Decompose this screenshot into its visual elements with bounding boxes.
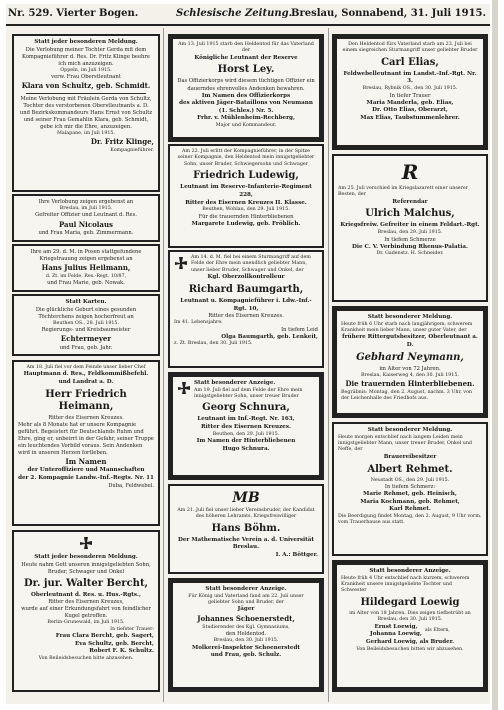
- ad-signature: Frhr. v. Mühlenheim-Rechberg,: [197, 115, 295, 122]
- column-rule: [328, 28, 329, 702]
- ad-engagement-schultz: [12, 34, 160, 192]
- ad-text: Am 21. Juli fiel unser lieber Vereinsbruder, der Kandidat des höheren Lehramts, Kriegsfreiwilliger: [177, 507, 315, 520]
- ad-heading: Statt besonderer Anzeige.: [369, 568, 451, 574]
- ad-title: Major und Kommandeur.: [215, 122, 277, 128]
- ad-signature: Dr. Otto Elias, Oberarzt,: [372, 107, 448, 114]
- ad-intro-row: [177, 380, 315, 400]
- ad-place-date: Neustadt OS., den 29. Juli 1915.: [370, 477, 450, 483]
- ad-text: In tiefer Trauer: [389, 92, 431, 99]
- ad-wedding-heilmann: [12, 244, 160, 292]
- ad-birth-echtermeyer: [12, 294, 160, 356]
- ad-text: Den Heldentod fürs Vaterland starb am 23. Juli bei einem siegreichen Sturmangriff unser geliebter Bruder: [342, 42, 478, 54]
- ad-signature: Duba, Feldwebel.: [108, 482, 154, 489]
- ad-text: Für König und Vaterland fand am 22. Juli unser geliebter Sohn und Bruder, der: [188, 593, 304, 606]
- ad-title: Ritter des Eisernen Kreuzes.: [201, 424, 291, 431]
- ad-place-date: z. Zt. Breslau, den 30. Juli 1915.: [174, 341, 253, 347]
- ad-text: Ihre am 29. d. M. in Posen stattgefundene Kriegstrauung zeigen ergebenst an: [30, 249, 142, 263]
- ad-text: Von Beileidsbesuchen bitten wir abzusehen.: [356, 646, 464, 652]
- ad-heading: Statt besonderer Anzeige.: [205, 586, 287, 592]
- ad-text: d. Zt. im Felde, Res.-Regt. 10/87,: [45, 273, 127, 279]
- ad-obituary-malchus: [332, 154, 488, 302]
- issue-number: Nr. 529. Vierter Bogen.: [8, 8, 139, 19]
- ad-title: Kgl. Oberzollkontrolleur: [207, 274, 285, 281]
- ad-name: Johannes Schoenerstedt,: [197, 614, 295, 624]
- ad-title: Leutnant u. Kompagnieführer i. Ldw.-Inf.-Rgt. 10,: [180, 297, 312, 312]
- ad-text: und Frau, geb. Jahr.: [59, 344, 113, 351]
- ad-place-date: Beuthen OS., 28. Juli 1915.: [52, 320, 120, 326]
- ad-place-date: Berlin-Grunewald, im Juli 1915.: [47, 620, 125, 626]
- ad-title: Oberleutnant d. Res. u. Hus.-Rgts.,: [31, 591, 141, 598]
- ad-text: Mehr als 8 Monate hat er unsere Kompagnie geführt. Begeistert für Deutschlands Ruhm und Ehre, ging er, unbeirrt in der Gefahr, seiner Truppe ein leuchtendes Vorbild voraus. Sein Andenken wird in unseren Herzen fortleben.: [18, 421, 154, 456]
- ad-signature: Dr. Gadenstz. H. Schneider.: [376, 251, 444, 257]
- ad-intro-text: [194, 380, 315, 400]
- ad-obituary-ley: [168, 34, 324, 142]
- ad-heading: Statt Karten.: [65, 299, 107, 305]
- divider: [26, 93, 146, 94]
- fraternity-monogram: MB: [232, 490, 260, 506]
- ad-title: Referendar: [392, 198, 428, 205]
- ad-obituary-boehm: [168, 484, 324, 574]
- ad-text: Die Verlobung meiner Tochter Gerda mit dem Kompagnieführer d. Res. Dr. Fritz Klinge beehre ich mich anzuzeigen.: [22, 46, 150, 67]
- ad-text: Heute früh 6 Uhr starb nach langjährigem, schwerem Krankheit mein lieber Mann, unser guter Vater, der: [341, 321, 473, 334]
- ad-text: und Frau Marie, geb. Nowak.: [47, 280, 125, 287]
- ad-name: Paul Nicolaus: [58, 219, 113, 229]
- newspaper-page: [6, 4, 490, 704]
- ad-text: Die Beerdigung findet Montag, den 2. August, 9 Uhr vorm. vom Trauerhause aus statt.: [338, 513, 482, 526]
- ad-title: Brauereibesitzer: [383, 453, 437, 460]
- ad-text: wurde auf einer Erkundungsfahrt von feindlicher Kugel getroffen.: [21, 606, 151, 620]
- ad-heading: Statt jeder besonderen Meldung.: [34, 39, 138, 45]
- ad-obituary-schoenerstedt: [168, 578, 324, 692]
- ad-text: Im Namen des Offizierkorps: [201, 92, 291, 99]
- ad-text: Begräbnis: Montag, den 2. August, nachm. 3 Uhr, von der Leichenhalle des Friedhofs aus.: [341, 389, 472, 402]
- ad-text: den Heldentod.: [225, 631, 267, 638]
- ad-text: Regierungs- und Kreisbaumeister: [41, 327, 131, 334]
- ad-text: Studierender des Kgl. Gymnasiums,: [202, 624, 290, 630]
- ad-text: In tiefem Schmerz:: [384, 483, 436, 490]
- ad-text: Im Namen der Hinterbliebenen: [196, 438, 296, 445]
- ad-text: verw. Frau Oberstleutnant: [51, 74, 121, 81]
- ad-text: im Alter von 72 Jahren.: [379, 365, 441, 372]
- ad-engagement-nicolaus: [12, 194, 160, 242]
- ad-intro-row: [174, 255, 318, 274]
- ad-obituary-elias: [332, 34, 488, 150]
- ad-text: Am 14. d. M. fiel bei einem Sturmangriff auf dem Felde der Ehre mein unendlich geliebter Mann, unser lieber Bruder, Schwager und Onkel, der: [191, 255, 311, 273]
- ad-heading: Statt jeder besonderen Meldung.: [34, 554, 138, 561]
- ad-name: Echtermeyer: [60, 334, 112, 344]
- ad-signature: Die C. V. Verbindung Rhenus-Palatia.: [352, 243, 468, 250]
- ad-text: Die glückliche Geburt eines gesunden Töchterchens zeigen hocherfreut an: [35, 306, 137, 320]
- ad-name: Gebhard Neymann,: [356, 351, 464, 363]
- ad-place-date: Beuthen, Wohlau, den 29. Juli 1915.: [202, 207, 290, 213]
- ad-name: Richard Baumgarth,: [188, 283, 304, 295]
- ad-title: Jäger: [237, 606, 255, 613]
- ad-text: (1. Schles.) Nr. 5.: [218, 107, 274, 114]
- ad-text: Heute früh 4 Uhr entschlief nach kurzem, schwerem Krankheit unsere innigstgeliebte Tochter und Schwester: [341, 575, 470, 594]
- ad-signature: Karl Rehmet.: [389, 506, 431, 513]
- ad-signature: I. A.: Böttger.: [275, 551, 318, 558]
- ad-title: Kriegsfreiw. Gefreiter in einem Feldart.-Rgt.: [340, 222, 480, 229]
- ad-obituary-baumgarth: [168, 250, 324, 368]
- ad-name: Carl Elias,: [381, 56, 439, 68]
- ad-place-date: Oppeln, im Juli 1915.: [60, 67, 112, 73]
- ad-place-date: Breslau, den 30. Juli 1915.: [377, 617, 443, 623]
- ad-name: Ulrich Malchus,: [365, 208, 455, 220]
- ad-signature: Die trauernden Hinterbliebenen.: [345, 379, 475, 389]
- ad-text: Am 25. Juli verschied im Kriegslazarett einer unserer Besten, der: [338, 186, 469, 198]
- ad-text: In tiefster Trauer:: [110, 626, 154, 632]
- ad-heading: Statt besonderer Meldung.: [367, 427, 453, 433]
- ad-text: Am 18. Juli fiel vor dem Feinde unser lieber Chef: [26, 365, 146, 370]
- iron-cross-icon: [177, 382, 191, 396]
- ad-text: Ritter des Eisernen Kreuzes.: [48, 414, 124, 421]
- ad-text: Meine Verlobung mit Fräulein Gerda von Schultz, Tochter des verstorbenen Oberstleutnants a. D. und Bezirkskommandeurs Hans Ernst von Schultz und seiner Frau Gemahlin Klara, geb. Schmidt, gebe ich mir die Ehre, anzuzeigen.: [19, 95, 153, 130]
- ad-name: Dr. jur. Walter Bercht,: [23, 577, 149, 589]
- ad-signature: Maria Kochmann, geb. Rehmet,: [360, 498, 460, 505]
- scan-edge: [492, 0, 498, 710]
- ad-text: im Alter von 18 Jahren. Dies zeigen tiefbetrübt an: [349, 610, 471, 616]
- ad-signature: Max Elias, Taubstummenlehrer.: [360, 114, 460, 121]
- ad-obituary-neymann: [332, 306, 488, 418]
- ad-signature: Olga Baumgarth, geb. Lenkeit,: [221, 333, 318, 340]
- ad-name: Dr. Fritz Klinge,: [90, 137, 154, 147]
- masthead: [6, 4, 490, 26]
- ad-name: Hildegard Loewig: [360, 596, 460, 608]
- issue-date: Breslau, Sonnabend, 31. Juli 1915.: [291, 8, 486, 19]
- ad-obituary-bercht: [12, 530, 160, 692]
- ad-title: Leutnant im Reserve-Infanterie-Regiment 228,: [180, 184, 312, 198]
- ad-place-date: Malapane, im Juli 1915.: [56, 130, 116, 136]
- iron-cross-icon: [174, 257, 188, 271]
- ad-obituary-ludewig: [168, 144, 324, 248]
- fraternity-monogram: R: [401, 160, 419, 184]
- ad-text: Für die trauernden Hinterbliebenen: [198, 213, 294, 220]
- ad-signature: Maria Manderla, geb. Elias,: [366, 99, 454, 106]
- ad-text: Im 41. Lebensjahre.: [174, 320, 223, 326]
- ad-signature: Johanna Loewig,: [370, 631, 422, 638]
- ad-text: als Eltern,: [424, 628, 450, 634]
- ad-text: Ihre Verlobung zeigen ergebenst an: [38, 199, 134, 205]
- ad-text: des aktiven Jäger-Bataillons von Neumann: [179, 100, 313, 107]
- ad-title: Kompagnieführer.: [110, 148, 154, 154]
- ad-title: frühere Rittergutsbesitzer, Oberleutnant a. D.: [342, 334, 478, 349]
- ad-obituary-heimann: [12, 360, 160, 526]
- ad-text: Der Mathematische Verein a. d. Universität Breslau.: [178, 536, 314, 551]
- ad-signature: Margarete Ludewig, geb. Fröhlich.: [191, 220, 301, 227]
- ad-text: Am 19. Juli fiel auf dem Felde der Ehre mein innigstgeliebter Sohn, unser treuer Bruder: [194, 387, 303, 400]
- ad-title: Königliche Leutnant der Reserve: [194, 54, 298, 61]
- ad-signature: Molkerei-Inspektor Schoenerstedt: [192, 644, 300, 651]
- ad-heading: Statt besonderer Anzeige.: [194, 380, 276, 386]
- ad-name: Frau Clara Bercht, geb. Sagert,: [55, 633, 154, 640]
- ad-signature: Gerhard Loewig, als Bruder.: [365, 638, 455, 645]
- ad-place-date: Beuthen, den 29. Juli 1915.: [212, 431, 280, 437]
- ad-text: Ritter des Eisernen Kreuzes.: [208, 313, 284, 320]
- ad-text: In tiefem Schmerze: [384, 236, 436, 243]
- ad-text: Heute nahm Gott unseren innigstgeliebten Sohn, Bruder, Schwager und Onkel: [21, 561, 151, 575]
- ad-text: Am 22. Juli erlitt der Kompagnieführer, in der Spitze seiner Kompagnie, den Heldentod mein innigstgeliebter Sohn, unser Bruder, Schwiegersohn und Schwager: [177, 149, 315, 167]
- iron-cross-icon: [79, 537, 93, 551]
- ad-place-date: Breslau, den 30. Juli 1915.: [213, 638, 279, 644]
- ad-text: und Frau Maria, geb. Zimmermann.: [38, 230, 134, 237]
- ad-title: Ritter des Eisernen Kreuzes II. Klasse.: [185, 199, 307, 206]
- ad-obituary-schnura: [168, 372, 324, 480]
- ad-name: Klara von Schultz, geb. Schmidt.: [21, 81, 151, 91]
- ad-name: Hans Julius Heilmann,: [41, 263, 131, 273]
- ad-text: In tiefem Leid: [281, 326, 318, 333]
- ad-name: Hans Böhm.: [211, 522, 281, 534]
- ad-signature: Ernst Loewig,: [374, 623, 418, 630]
- ad-name: Georg Schnura,: [202, 402, 290, 414]
- ad-text: Gefreiter Offizier und Leutnant d. Res.: [35, 212, 137, 219]
- column-rule: [163, 28, 164, 702]
- ad-title: Hauptmann d. Res., Feldkommißbefehl. und Landrat a. D.: [23, 371, 149, 386]
- ad-place-date: Breslau, im Juli 1915.: [59, 206, 113, 212]
- ad-text: Von Beileidsbesuchen bitte abzusehen.: [38, 655, 134, 661]
- ad-place-date: Breslau, den 29. Juli 1915.: [377, 230, 443, 236]
- ad-signature: und Frau, geb. Schulz.: [210, 652, 282, 659]
- ad-place-date: Breslau, Rybnik OS., den 30. Juli 1915.: [362, 86, 458, 92]
- ad-signature: Marie Rehmet, geb. Heinisch,: [363, 490, 457, 497]
- ad-name: Herr Friedrich Heimann,: [45, 388, 127, 412]
- ad-text: Im Namen: [65, 456, 107, 466]
- ad-text: Am 13. Juli 1915 starb den Heldentod für das Vaterland der: [178, 42, 314, 54]
- ad-text: der Unteroffiziere und Mannschaften: [27, 467, 145, 474]
- ad-name: Robert F. K. Schultz.: [89, 648, 154, 655]
- ad-title: Leutnant im Inf.-Regt. Nr. 163,: [197, 416, 295, 423]
- ad-signature: Hugo Schnura.: [222, 445, 270, 452]
- ad-obituary-loewig: [332, 560, 488, 692]
- signatory-names: [370, 624, 422, 639]
- ad-title: Feldwebelleutnant im Landst.-Inf.-Rgt. Nr. 3.: [343, 70, 477, 85]
- ad-obituary-rehmet: [332, 422, 488, 556]
- ad-text: Das Offizierkorps wird diesem tüchtigen Offizier ein dauerndes ehrenvolles Andenken bewahren.: [177, 78, 315, 92]
- newspaper-title: Schlesische Zeitung.: [176, 8, 293, 19]
- ad-text: Heute morgen entschlief nach langem Leiden mein innigstgeliebter Mann, unser treuer Bruder, Onkel und Neffe, der: [338, 434, 472, 453]
- ad-text: der 2. Kompagnie Landw.-Inf.-Regts. Nr. 11: [18, 474, 154, 481]
- ad-place-date: Breslau, Kaiserweg 4, den 30. Juli 1915.: [361, 372, 459, 378]
- signatories: [341, 624, 479, 639]
- ad-heading: Statt besonderer Meldung.: [367, 314, 453, 320]
- ad-text: Ritter des Eisernen Kreuzes,: [48, 599, 124, 606]
- ad-name: Friedrich Ludewig,: [193, 170, 299, 182]
- ad-name: Eva Schultz, geb. Bercht,: [75, 640, 154, 647]
- ad-name: Horst Ley.: [217, 64, 275, 76]
- ad-name: Albert Rehmet.: [367, 463, 453, 475]
